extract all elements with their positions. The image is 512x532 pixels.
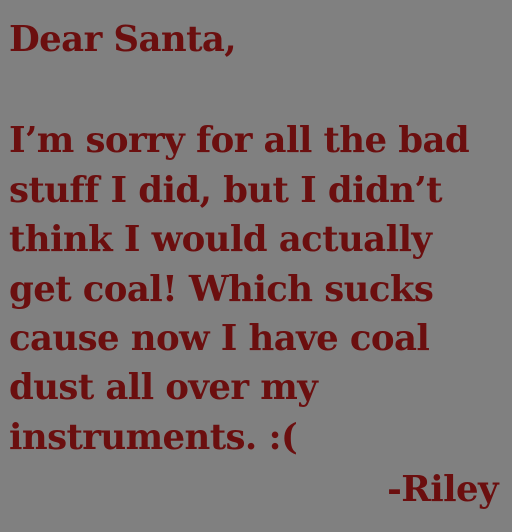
body-line-1: I’m sorry for all the bad [9,120,470,161]
body-line-2: stuff I did, but I didn’t [9,170,442,211]
greeting: Dear Santa, [9,19,237,60]
body-line-3: think I would actually [9,219,432,260]
signature: -Riley [387,469,498,510]
body-line-6: dust all over my [9,367,318,408]
body-line-4: get coal! Which sucks [9,269,434,310]
body-line-7: instruments. :( [9,417,298,458]
body-line-5: cause now I have coal [9,318,430,359]
